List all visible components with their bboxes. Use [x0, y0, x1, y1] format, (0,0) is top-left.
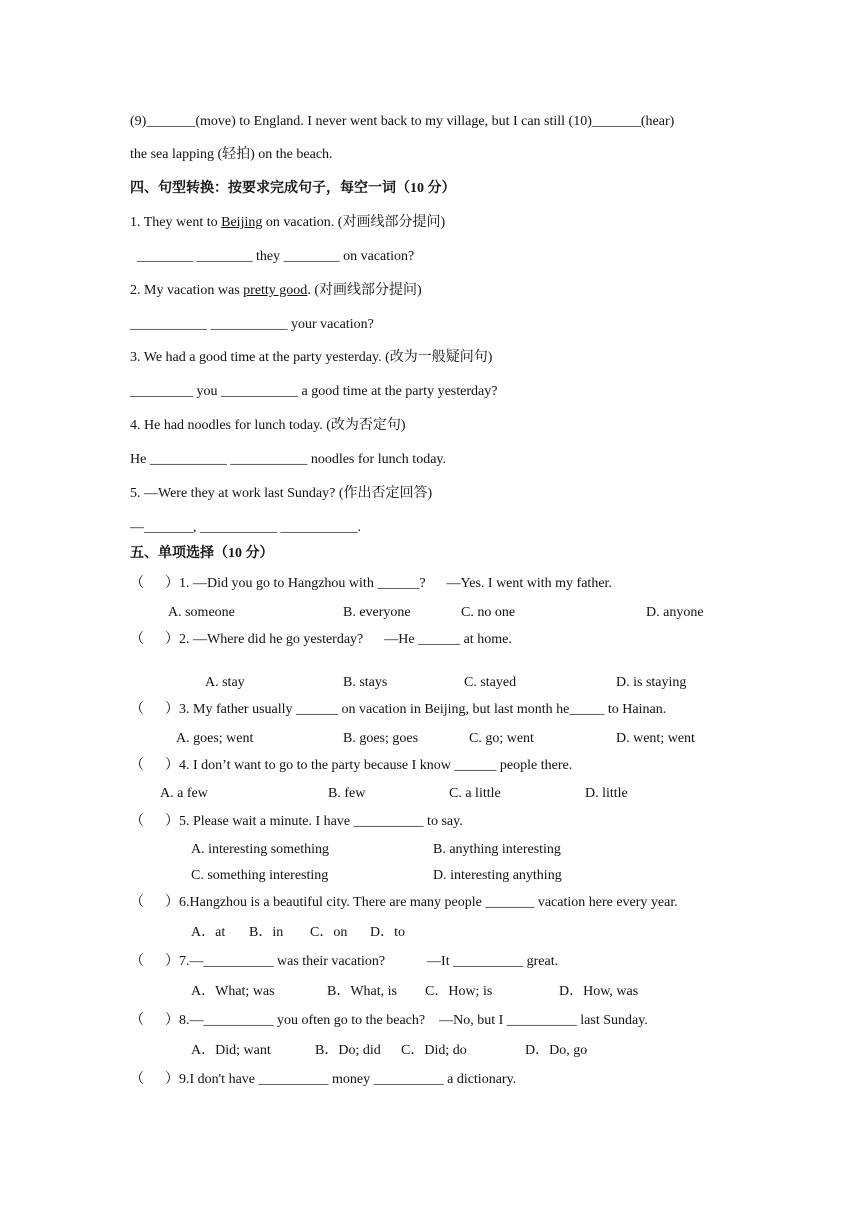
s5-q3-option-b: B. goes; goes: [343, 731, 419, 746]
s5-q7-option-c: C．How; is: [425, 984, 493, 999]
s5-q7-stem: （ ）7.—__________ was their vacation? —It __________ great.: [130, 954, 559, 969]
s5-q1-stem: （ ）1. —Did you go to Hangzhou with ______? —Yes. I went with my father.: [130, 576, 612, 591]
s5-q4-option-c: C. a little: [449, 786, 501, 801]
s5-q6-stem: （ ）6.Hangzhou is a beautiful city. There are many people _______ vacation here every year.: [130, 895, 678, 910]
s5-q3-stem: （ ）3. My father usually ______ on vacation in Beijing, but last month he_____ to Hainan.: [130, 702, 667, 717]
s4-q1-underlined: Beijing: [221, 215, 263, 230]
s5-q5-option-a: A. interesting something: [191, 842, 330, 857]
s4-q5-prompt: 5. —Were they at work last Sunday? (作出否定回答): [130, 486, 433, 501]
s5-q6-option-c: C．on: [310, 925, 348, 940]
s5-q4-option-b: B. few: [328, 786, 366, 801]
s5-q5-option-c: C. something interesting: [191, 868, 329, 883]
s4-q5-answer: —_______, ___________ ___________.: [130, 520, 361, 535]
s5-q1-option-d: D. anyone: [646, 605, 704, 620]
s5-q8-stem: （ ）8.—__________ you often go to the beach? —No, but I __________ last Sunday.: [130, 1013, 648, 1028]
s4-q2-underlined: pretty good: [243, 283, 308, 298]
s5-q7-option-d: D．How, was: [559, 984, 639, 999]
s5-q2-option-c: C. stayed: [464, 675, 517, 690]
s4-q4-answer: He ___________ ___________ noodles for lunch today.: [130, 452, 446, 467]
s5-q1-option-a: A. someone: [168, 605, 235, 620]
s5-q3-option-d: D. went; went: [616, 731, 695, 746]
s4-q3-answer: _________ you ___________ a good time at the party yesterday?: [130, 384, 498, 399]
section-4-title: 四、句型转换：按要求完成句子，每空一词（10 分）: [130, 181, 456, 196]
s5-q8-option-d: D．Do, go: [525, 1043, 588, 1058]
s5-q3-option-c: C. go; went: [469, 731, 534, 746]
s4-q1-prompt: 1. They went to Beijing on vacation. (对画线部分提问): [130, 215, 446, 230]
s5-q4-option-d: D. little: [585, 786, 628, 801]
s5-q2-option-b: B. stays: [343, 675, 388, 690]
s4-q4-prompt: 4. He had noodles for lunch today. (改为否定句): [130, 418, 406, 433]
s5-q3-option-a: A. goes; went: [176, 731, 254, 746]
s5-q5-option-b: B. anything interesting: [433, 842, 561, 857]
s5-q6-option-b: B．in: [249, 925, 284, 940]
s5-q1-option-b: B. everyone: [343, 605, 411, 620]
s5-q2-stem: （ ）2. —Where did he go yesterday? —He ______ at home.: [130, 632, 512, 647]
section-5-title: 五、单项选择（10 分）: [130, 546, 274, 561]
s4-q1-answer: ________ ________ they ________ on vacation?: [137, 249, 415, 264]
s5-q8-option-c: C．Did; do: [401, 1043, 467, 1058]
s5-q5-option-d: D. interesting anything: [433, 868, 562, 883]
s5-q8-option-b: B．Do; did: [315, 1043, 381, 1058]
s5-q7-option-b: B．What, is: [327, 984, 397, 999]
s5-q5-stem: （ ）5. Please wait a minute. I have __________ to say.: [130, 814, 463, 829]
s4-q2-prompt: 2. My vacation was pretty good. (对画线部分提问): [130, 283, 422, 298]
s5-q8-option-a: A．Did; want: [191, 1043, 271, 1058]
s5-q7-option-a: A．What; was: [191, 984, 275, 999]
s5-q9-stem: （ ）9.I don't have __________ money __________ a dictionary.: [130, 1072, 517, 1087]
s5-q4-stem: （ ）4. I don’t want to go to the party because I know ______ people there.: [130, 758, 573, 773]
s5-q2-option-d: D. is staying: [616, 675, 687, 690]
s5-q1-option-c: C. no one: [461, 605, 516, 620]
s4-q2-answer: ___________ ___________ your vacation?: [130, 317, 374, 332]
s5-q4-option-a: A. a few: [160, 786, 208, 801]
s4-q3-prompt: 3. We had a good time at the party yesterday. (改为一般疑问句): [130, 350, 493, 365]
passage-line-1: (9)_______(move) to England. I never went back to my village, but I can still (10)_______(hear): [130, 114, 675, 129]
s5-q6-option-d: D．to: [370, 925, 405, 940]
s5-q6-option-a: A．at: [191, 925, 226, 940]
s5-q2-option-a: A. stay: [205, 675, 245, 690]
passage-line-2: the sea lapping (轻拍) on the beach.: [130, 147, 333, 162]
